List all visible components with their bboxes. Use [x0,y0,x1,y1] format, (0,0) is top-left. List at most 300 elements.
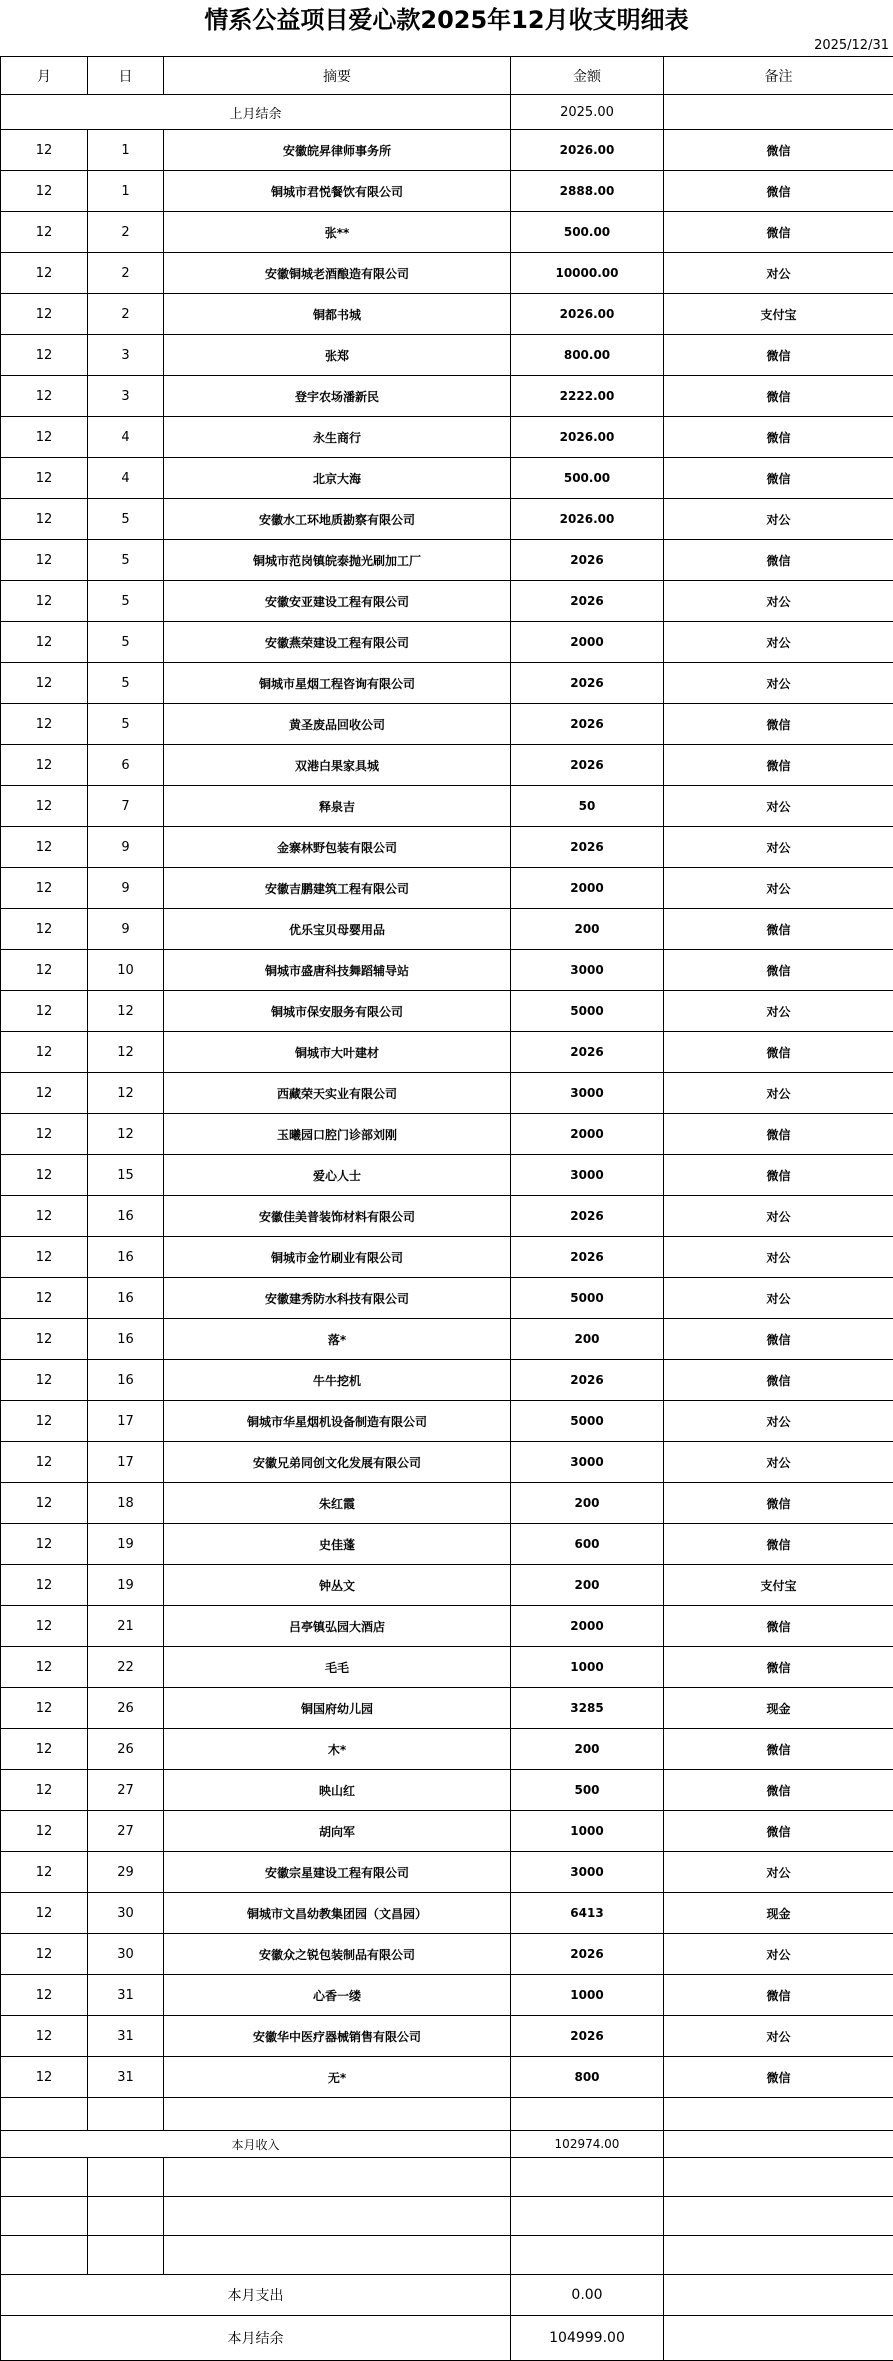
amount-cell: 2026.00 [511,499,664,540]
amount-cell: 2026 [511,2016,664,2057]
amount-cell: 2888.00 [511,171,664,212]
note-cell: 微信 [664,540,893,581]
summary-cell: 黄圣废品回收公司 [164,704,511,745]
table-row [1,868,893,909]
day-cell: 9 [88,827,164,868]
note-cell: 对公 [664,499,893,540]
summary-cell: 安徽宗星建设工程有限公司 [164,1852,511,1893]
amount-cell: 2026 [511,1360,664,1401]
amount-cell: 2026 [511,704,664,745]
amount-cell: 500 [511,1770,664,1811]
blank-cell [88,2236,164,2275]
day-cell: 5 [88,499,164,540]
month-cell: 12 [1,1524,88,1565]
summary-cell: 金寨林野包装有限公司 [164,827,511,868]
table-row [1,1729,893,1770]
page-title: 情系公益项目爱心款2025年12月收支明细表 [0,0,893,40]
summary-cell: 安徽华中医疗器械销售有限公司 [164,2016,511,2057]
note-cell: 微信 [664,1770,893,1811]
summary-cell: 北京大海 [164,458,511,499]
closing-note [664,2316,893,2361]
blank-row [1,2158,893,2197]
prev-balance-note [664,95,893,130]
amount-cell: 600 [511,1524,664,1565]
amount-cell: 2026 [511,663,664,704]
table-row [1,1073,893,1114]
header-note: 备注 [664,57,893,95]
amount-cell: 500.00 [511,458,664,499]
month-cell: 12 [1,376,88,417]
summary-cell: 安徽兄弟同创文化发展有限公司 [164,1442,511,1483]
blank-cell [511,2197,664,2236]
note-cell: 微信 [664,1360,893,1401]
day-cell: 5 [88,540,164,581]
note-cell: 对公 [664,622,893,663]
note-cell: 微信 [664,2057,893,2098]
summary-cell: 铜城市盛唐科技舞蹈辅导站 [164,950,511,991]
amount-cell: 3000 [511,1442,664,1483]
month-cell: 12 [1,458,88,499]
day-cell: 17 [88,1442,164,1483]
day-cell: 5 [88,622,164,663]
summary-cell: 铜城市华星烟机设备制造有限公司 [164,1401,511,1442]
day-cell: 31 [88,2016,164,2057]
blank-cell [511,2236,664,2275]
amount-cell: 2026 [511,1934,664,1975]
summary-cell: 铜城市保安服务有限公司 [164,991,511,1032]
summary-cell: 张郑 [164,335,511,376]
summary-cell: 安徽众之锐包装制品有限公司 [164,1934,511,1975]
day-cell: 2 [88,212,164,253]
day-cell: 4 [88,417,164,458]
header-row [1,57,893,95]
summary-cell: 优乐宝贝母婴用品 [164,909,511,950]
month-cell: 12 [1,745,88,786]
note-cell: 现金 [664,1688,893,1729]
blank-row [1,2098,893,2131]
amount-cell: 2026.00 [511,130,664,171]
summary-cell: 玉曦园口腔门诊部刘刚 [164,1114,511,1155]
header-summary: 摘要 [164,57,511,95]
note-cell: 微信 [664,171,893,212]
day-cell: 9 [88,868,164,909]
summary-cell: 张** [164,212,511,253]
amount-cell: 2026.00 [511,417,664,458]
summary-cell: 安徽水工环地质勘察有限公司 [164,499,511,540]
day-cell: 21 [88,1606,164,1647]
amount-cell: 2000 [511,622,664,663]
table-row [1,1360,893,1401]
summary-cell: 铜城市金竹刷业有限公司 [164,1237,511,1278]
blank-cell [1,2236,88,2275]
summary-cell: 落* [164,1319,511,1360]
month-cell: 12 [1,991,88,1032]
table-row [1,909,893,950]
note-cell: 对公 [664,2016,893,2057]
prev-balance-label: 上月结余 [1,95,511,130]
month-cell: 12 [1,663,88,704]
summary-cell: 安徽吉鹏建筑工程有限公司 [164,868,511,909]
income-row [1,2131,893,2158]
note-cell: 现金 [664,1893,893,1934]
month-cell: 12 [1,1934,88,1975]
summary-cell: 永生商行 [164,417,511,458]
note-cell: 微信 [664,1483,893,1524]
month-cell: 12 [1,1073,88,1114]
note-cell: 微信 [664,1524,893,1565]
blank-cell [664,2197,893,2236]
day-cell: 1 [88,171,164,212]
day-cell: 31 [88,2057,164,2098]
table-row [1,1770,893,1811]
day-cell: 3 [88,335,164,376]
expense-row [1,2275,893,2316]
table-row [1,827,893,868]
blank-cell [511,2158,664,2197]
day-cell: 10 [88,950,164,991]
amount-cell: 5000 [511,1278,664,1319]
day-cell: 5 [88,581,164,622]
amount-cell: 800 [511,2057,664,2098]
day-cell: 31 [88,1975,164,2016]
note-cell: 微信 [664,1811,893,1852]
note-cell: 支付宝 [664,1565,893,1606]
month-cell: 12 [1,1319,88,1360]
month-cell: 12 [1,1606,88,1647]
note-cell: 对公 [664,1073,893,1114]
month-cell: 12 [1,212,88,253]
note-cell: 对公 [664,786,893,827]
amount-cell: 2000 [511,1114,664,1155]
note-cell: 微信 [664,212,893,253]
table-row [1,622,893,663]
amount-cell: 1000 [511,1647,664,1688]
table-row [1,171,893,212]
amount-cell: 3000 [511,950,664,991]
month-cell: 12 [1,1237,88,1278]
table-row [1,786,893,827]
blank-cell [664,2098,893,2131]
income-amount: 102974.00 [511,2131,664,2158]
summary-cell: 登宇农场潘新民 [164,376,511,417]
day-cell: 30 [88,1934,164,1975]
table-row [1,1401,893,1442]
day-cell: 2 [88,253,164,294]
month-cell: 12 [1,335,88,376]
table-row [1,1032,893,1073]
note-cell: 对公 [664,1278,893,1319]
day-cell: 2 [88,294,164,335]
table-row [1,1114,893,1155]
day-cell: 16 [88,1237,164,1278]
summary-cell: 胡向军 [164,1811,511,1852]
note-cell: 微信 [664,1647,893,1688]
month-cell: 12 [1,2016,88,2057]
expense-note [664,2275,893,2316]
month-cell: 12 [1,1155,88,1196]
summary-cell: 铜城市范岗镇皖泰抛光刷加工厂 [164,540,511,581]
month-cell: 12 [1,1483,88,1524]
month-cell: 12 [1,1729,88,1770]
summary-cell: 铜城市君悦餐饮有限公司 [164,171,511,212]
amount-cell: 3000 [511,1073,664,1114]
table-row [1,212,893,253]
note-cell: 对公 [664,253,893,294]
day-cell: 9 [88,909,164,950]
table-row [1,335,893,376]
month-cell: 12 [1,294,88,335]
day-cell: 29 [88,1852,164,1893]
table-row [1,499,893,540]
table-row [1,294,893,335]
note-cell: 微信 [664,1319,893,1360]
amount-cell: 2222.00 [511,376,664,417]
table-row [1,1565,893,1606]
table-row [1,1155,893,1196]
blank-cell [664,2236,893,2275]
summary-cell: 双港白果家具城 [164,745,511,786]
note-cell: 微信 [664,704,893,745]
amount-cell: 2026 [511,1237,664,1278]
month-cell: 12 [1,499,88,540]
table-row [1,1442,893,1483]
table-row [1,1852,893,1893]
month-cell: 12 [1,1893,88,1934]
income-note [664,2131,893,2158]
month-cell: 12 [1,1565,88,1606]
header-day: 日 [88,57,164,95]
table-row [1,1319,893,1360]
note-cell: 微信 [664,1606,893,1647]
summary-cell: 吕亭镇弘园大酒店 [164,1606,511,1647]
amount-cell: 50 [511,786,664,827]
month-cell: 12 [1,1442,88,1483]
summary-cell: 铜城市大叶建材 [164,1032,511,1073]
day-cell: 12 [88,1032,164,1073]
summary-cell: 无* [164,2057,511,2098]
day-cell: 12 [88,1073,164,1114]
summary-cell: 铜城市文昌幼教集团园（文昌园） [164,1893,511,1934]
note-cell: 微信 [664,376,893,417]
table-row [1,1196,893,1237]
day-cell: 16 [88,1360,164,1401]
month-cell: 12 [1,1032,88,1073]
month-cell: 12 [1,622,88,663]
table-row [1,1688,893,1729]
month-cell: 12 [1,704,88,745]
note-cell: 微信 [664,909,893,950]
table-row [1,1278,893,1319]
day-cell: 17 [88,1401,164,1442]
day-cell: 22 [88,1647,164,1688]
table-row [1,130,893,171]
amount-cell: 2026 [511,540,664,581]
amount-cell: 5000 [511,991,664,1032]
amount-cell: 2026 [511,745,664,786]
summary-cell: 木* [164,1729,511,1770]
table-row [1,417,893,458]
note-cell: 微信 [664,1729,893,1770]
day-cell: 3 [88,376,164,417]
summary-cell: 毛毛 [164,1647,511,1688]
summary-cell: 爱心人士 [164,1155,511,1196]
note-cell: 微信 [664,335,893,376]
summary-cell: 铜城市星烟工程咨询有限公司 [164,663,511,704]
month-cell: 12 [1,1975,88,2016]
amount-cell: 2026 [511,581,664,622]
month-cell: 12 [1,1811,88,1852]
month-cell: 12 [1,1196,88,1237]
table-row [1,540,893,581]
blank-cell [88,2158,164,2197]
blank-cell [164,2098,511,2131]
amount-cell: 5000 [511,1401,664,1442]
day-cell: 1 [88,130,164,171]
day-cell: 16 [88,1319,164,1360]
month-cell: 12 [1,909,88,950]
report-date: 2025/12/31 [814,38,889,54]
note-cell: 支付宝 [664,294,893,335]
note-cell: 对公 [664,1934,893,1975]
note-cell: 对公 [664,868,893,909]
amount-cell: 2026 [511,827,664,868]
amount-cell: 2000 [511,1606,664,1647]
day-cell: 30 [88,1893,164,1934]
month-cell: 12 [1,950,88,991]
summary-cell: 映山红 [164,1770,511,1811]
day-cell: 16 [88,1278,164,1319]
month-cell: 12 [1,171,88,212]
blank-cell [88,2197,164,2236]
amount-cell: 500.00 [511,212,664,253]
note-cell: 微信 [664,1114,893,1155]
blank-cell [164,2158,511,2197]
table-row [1,2016,893,2057]
amount-cell: 1000 [511,1975,664,2016]
amount-cell: 2026 [511,1196,664,1237]
blank-cell [164,2236,511,2275]
table-row [1,1524,893,1565]
month-cell: 12 [1,417,88,458]
month-cell: 12 [1,1688,88,1729]
month-cell: 12 [1,1360,88,1401]
note-cell: 微信 [664,417,893,458]
day-cell: 4 [88,458,164,499]
month-cell: 12 [1,827,88,868]
summary-cell: 安徽建秀防水科技有限公司 [164,1278,511,1319]
note-cell: 微信 [664,458,893,499]
table-row [1,950,893,991]
prev-balance-row [1,95,893,130]
expense-label: 本月支出 [1,2275,511,2316]
month-cell: 12 [1,1401,88,1442]
table-row [1,704,893,745]
summary-cell: 铜都书城 [164,294,511,335]
amount-cell: 3000 [511,1155,664,1196]
table-row [1,991,893,1032]
day-cell: 12 [88,1114,164,1155]
summary-cell: 史佳蓬 [164,1524,511,1565]
income-label: 本月收入 [1,2131,511,2158]
table-row [1,2057,893,2098]
closing-amount: 104999.00 [511,2316,664,2361]
summary-cell: 安徽铜城老酒酿造有限公司 [164,253,511,294]
note-cell: 对公 [664,1196,893,1237]
day-cell: 5 [88,663,164,704]
day-cell: 26 [88,1729,164,1770]
table-row [1,253,893,294]
note-cell: 微信 [664,1155,893,1196]
day-cell: 12 [88,991,164,1032]
blank-cell [664,2158,893,2197]
note-cell: 微信 [664,950,893,991]
prev-balance-amount: 2025.00 [511,95,664,130]
blank-cell [1,2158,88,2197]
table-row [1,581,893,622]
ledger-table [0,56,893,2361]
month-cell: 12 [1,253,88,294]
blank-cell [164,2197,511,2236]
header-amount: 金额 [511,57,664,95]
day-cell: 19 [88,1524,164,1565]
summary-cell: 释泉吉 [164,786,511,827]
day-cell: 5 [88,704,164,745]
amount-cell: 2000 [511,868,664,909]
summary-cell: 安徽佳美普装饰材料有限公司 [164,1196,511,1237]
month-cell: 12 [1,2057,88,2098]
day-cell: 26 [88,1688,164,1729]
amount-cell: 200 [511,909,664,950]
amount-cell: 200 [511,1729,664,1770]
note-cell: 对公 [664,827,893,868]
table-row [1,458,893,499]
month-cell: 12 [1,1647,88,1688]
table-row [1,1975,893,2016]
blank-cell [511,2098,664,2131]
note-cell: 对公 [664,991,893,1032]
table-row [1,1483,893,1524]
day-cell: 16 [88,1196,164,1237]
summary-cell: 安徽燕荣建设工程有限公司 [164,622,511,663]
blank-cell [1,2197,88,2236]
summary-cell: 西藏荣天实业有限公司 [164,1073,511,1114]
table-row [1,745,893,786]
table-row [1,1237,893,1278]
amount-cell: 10000.00 [511,253,664,294]
note-cell: 对公 [664,1237,893,1278]
day-cell: 27 [88,1811,164,1852]
expense-amount: 0.00 [511,2275,664,2316]
amount-cell: 2026.00 [511,294,664,335]
amount-cell: 3285 [511,1688,664,1729]
amount-cell: 200 [511,1483,664,1524]
table-row [1,376,893,417]
blank-row [1,2236,893,2275]
summary-cell: 牛牛挖机 [164,1360,511,1401]
blank-cell [88,2098,164,2131]
day-cell: 27 [88,1770,164,1811]
summary-cell: 钟丛文 [164,1565,511,1606]
table-row [1,1934,893,1975]
note-cell: 对公 [664,581,893,622]
month-cell: 12 [1,868,88,909]
amount-cell: 1000 [511,1811,664,1852]
blank-cell [1,2098,88,2131]
note-cell: 对公 [664,663,893,704]
table-row [1,1647,893,1688]
month-cell: 12 [1,1114,88,1155]
summary-cell: 铜国府幼儿园 [164,1688,511,1729]
